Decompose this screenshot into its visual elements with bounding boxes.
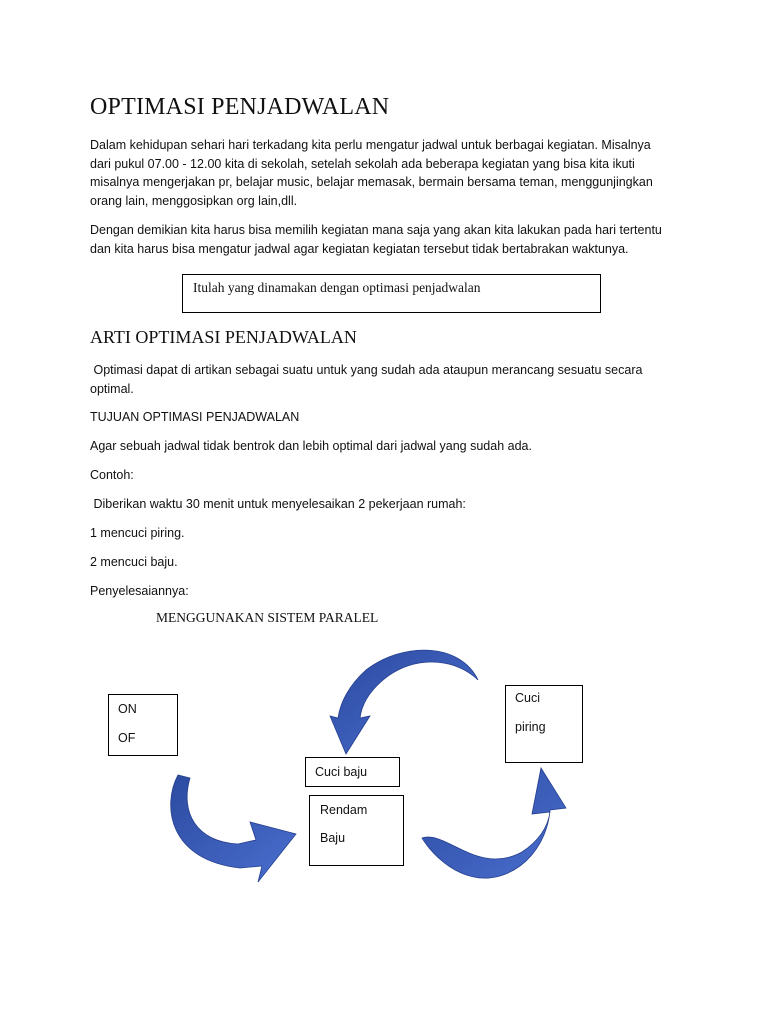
box-rendam-line-1: Rendam (320, 803, 368, 817)
intro-paragraph-2 (90, 221, 662, 258)
document-title: OPTIMASI PENJADWALAN (90, 94, 390, 120)
example-text: Diberikan waktu 30 menit untuk menyelesaikan 2 pekerjaan rumah: (90, 497, 466, 511)
box-cuci-baju (305, 757, 400, 787)
goal-text: Agar sebuah jadwal tidak bentrok dan lebih optimal dari jadwal yang sudah ada. (90, 439, 532, 453)
task-1: 1 mencuci piring. (90, 526, 185, 540)
box-rendam-line-2: Baju (320, 831, 346, 845)
section-title: ARTI OPTIMASI PENJADWALAN (90, 327, 357, 347)
intro-p1-line-4: orang lain, menggosipkan org lain,dll. (90, 193, 298, 208)
definition-line-2: optimal. (90, 381, 134, 396)
diagram-title: MENGGUNAKAN SISTEM PARALEL (156, 610, 379, 625)
definition-line-1: Optimasi dapat di artikan sebagai suatu untuk yang sudah ada ataupun merancang sesuatu secara (90, 363, 643, 377)
intro-p1-line-3: misalnya mengerjakan pr, belajar music, belajar memasak, bermain bersama teman, menggunjingkan (90, 175, 653, 189)
arrow-onof-to-rendam-icon (171, 775, 296, 882)
box-cuci-baju-label: Cuci baju (315, 765, 368, 779)
intro-p1-line-2: dari pukul 07.00 - 12.00 kita di sekolah, setelah sekolah ada beberapa kegiatan yang bisa kita ikuti (90, 156, 635, 171)
box-cuci-piring-line-2: piring (515, 720, 546, 734)
definition-paragraph (90, 361, 642, 398)
task-2: 2 mencuci baju. (90, 555, 178, 569)
box-rendam-baju (309, 795, 404, 866)
box-cuci-piring (505, 685, 583, 763)
solution-label: Penyelesaiannya: (90, 584, 189, 598)
example-label: Contoh: (90, 468, 134, 482)
box-on-of-line-1: ON (118, 702, 137, 716)
box-on-of-line-2: OF (118, 731, 136, 745)
arrow-piring-to-cucibaju-icon (330, 650, 478, 754)
intro-paragraph-1 (90, 136, 653, 210)
intro-p2-line-1: Dengan demikian kita harus bisa memilih kegiatan mana saja yang akan kita lakukan pada hari tertentu (90, 223, 662, 237)
intro-p1-line-1: Dalam kehidupan sehari hari terkadang kita perlu mengatur jadwal untuk berbagai kegiatan. Misalnya (90, 138, 651, 152)
callout-box (182, 274, 601, 313)
arrow-rendam-to-piring-icon (422, 768, 566, 878)
intro-p2-line-2: dan kita harus bisa mengatur jadwal agar kegiatan kegiatan tersebut tidak bertabrakan waktunya. (90, 241, 629, 256)
box-cuci-piring-line-1: Cuci (515, 691, 541, 705)
box-on-of (108, 694, 178, 756)
goal-heading: TUJUAN OPTIMASI PENJADWALAN (90, 410, 300, 424)
callout-text: Itulah yang dinamakan dengan optimasi penjadwalan (193, 280, 481, 295)
